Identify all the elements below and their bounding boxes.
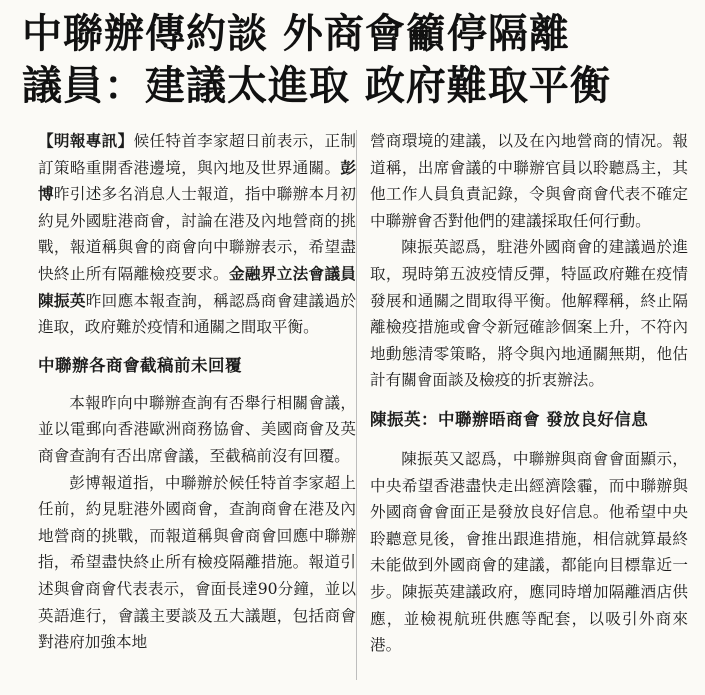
headline-line-2: 議員：建議太進取 政府難取平衡 <box>22 63 611 109</box>
subheading-2: 陳振英：中聯辦晤商會 發放良好信息 <box>370 409 649 429</box>
headline-line-1: 中聯辦傳約談 外商會籲停隔離 <box>22 11 570 57</box>
paragraph-3: 彭博報道指，中聯辦於候任特首李家超上任前，約見駐港外國商會，查詢商會在港及內地營商的挑戰，而報道稱與會商會回應中聯辦指，希望盡快終止所有檢疫隔離措施。報道引述與會商會代表表示，會面長達90分鐘，並以英語進行，會議主要談及五大議題，包括商會對港府加強本地 <box>38 473 356 652</box>
paragraph-5: 陳振英又認爲，中聯辦與商會會面顯示，中央希望香港盡快走出經濟陰霾，而中聯辦與外國商會會面正是發放良好信息。他希望中央聆聽意見後，會推出跟進措施，相信就算最終未能做到外國商會的建議，都能向目標靠近一步。陳振英建議政府，應同時增加隔離酒店供應，並檢視航班供應等配套，以吸引外商來港。 <box>370 449 688 655</box>
article-column-right <box>370 128 688 659</box>
lead-paragraph <box>38 128 356 341</box>
lead-text-1: 候任特首李家超日前表示，正制訂策略重開香港邊境，與內地及世界通關。 <box>38 132 356 177</box>
legislator-name: 金融界立法會議員陳振英 <box>38 264 356 310</box>
column-divider <box>356 130 357 680</box>
lead-text-3: 昨回應本報查詢，稱認爲商會建議過於進取，政府難於疫情和通關之間取平衡。 <box>38 291 356 337</box>
lead-text-2: 昨引述多名消息人士報道，指中聯辦本月初約見外國駐港商會，討論在港及內地營商的挑戰，報道稱與會的商會向中聯辦表示，希望盡快終止所有隔離檢疫要求。 <box>38 185 356 283</box>
subheading-1: 中聯辦各商會截稿前未回覆 <box>38 355 242 375</box>
source-tag: 【明報專訊】 <box>38 132 134 150</box>
article-column-left <box>38 128 356 656</box>
bloomberg-name: 彭博 <box>38 158 356 204</box>
paragraph-3-continued: 營商環境的建議，以及在內地營商的情况。報道稱，出席會議的中聯辦官員以聆聽爲主，其他工作人員負責記錄，令與會商會代表不確定中聯辦會否對他們的建議採取任何行動。 <box>370 132 688 230</box>
paragraph-4: 陳振英認爲，駐港外國商會的建議過於進取，現時第五波疫情反彈，特區政府難在疫情發展和通關之間取得平衡。他解釋稱，終止隔離檢疫措施或會令新冠確診個案上升，不符內地動態清零策略，將令與內地通關無期，他估計有關會面談及檢疫的折衷辦法。 <box>370 238 688 390</box>
paragraph-2: 本報昨向中聯辦查詢有否舉行相關會議，並以電郵向香港歐洲商務協會、美國商會及英商會查詢有否出席會議，至截稿前沒有回覆。 <box>38 393 356 465</box>
article-headline <box>22 8 692 112</box>
